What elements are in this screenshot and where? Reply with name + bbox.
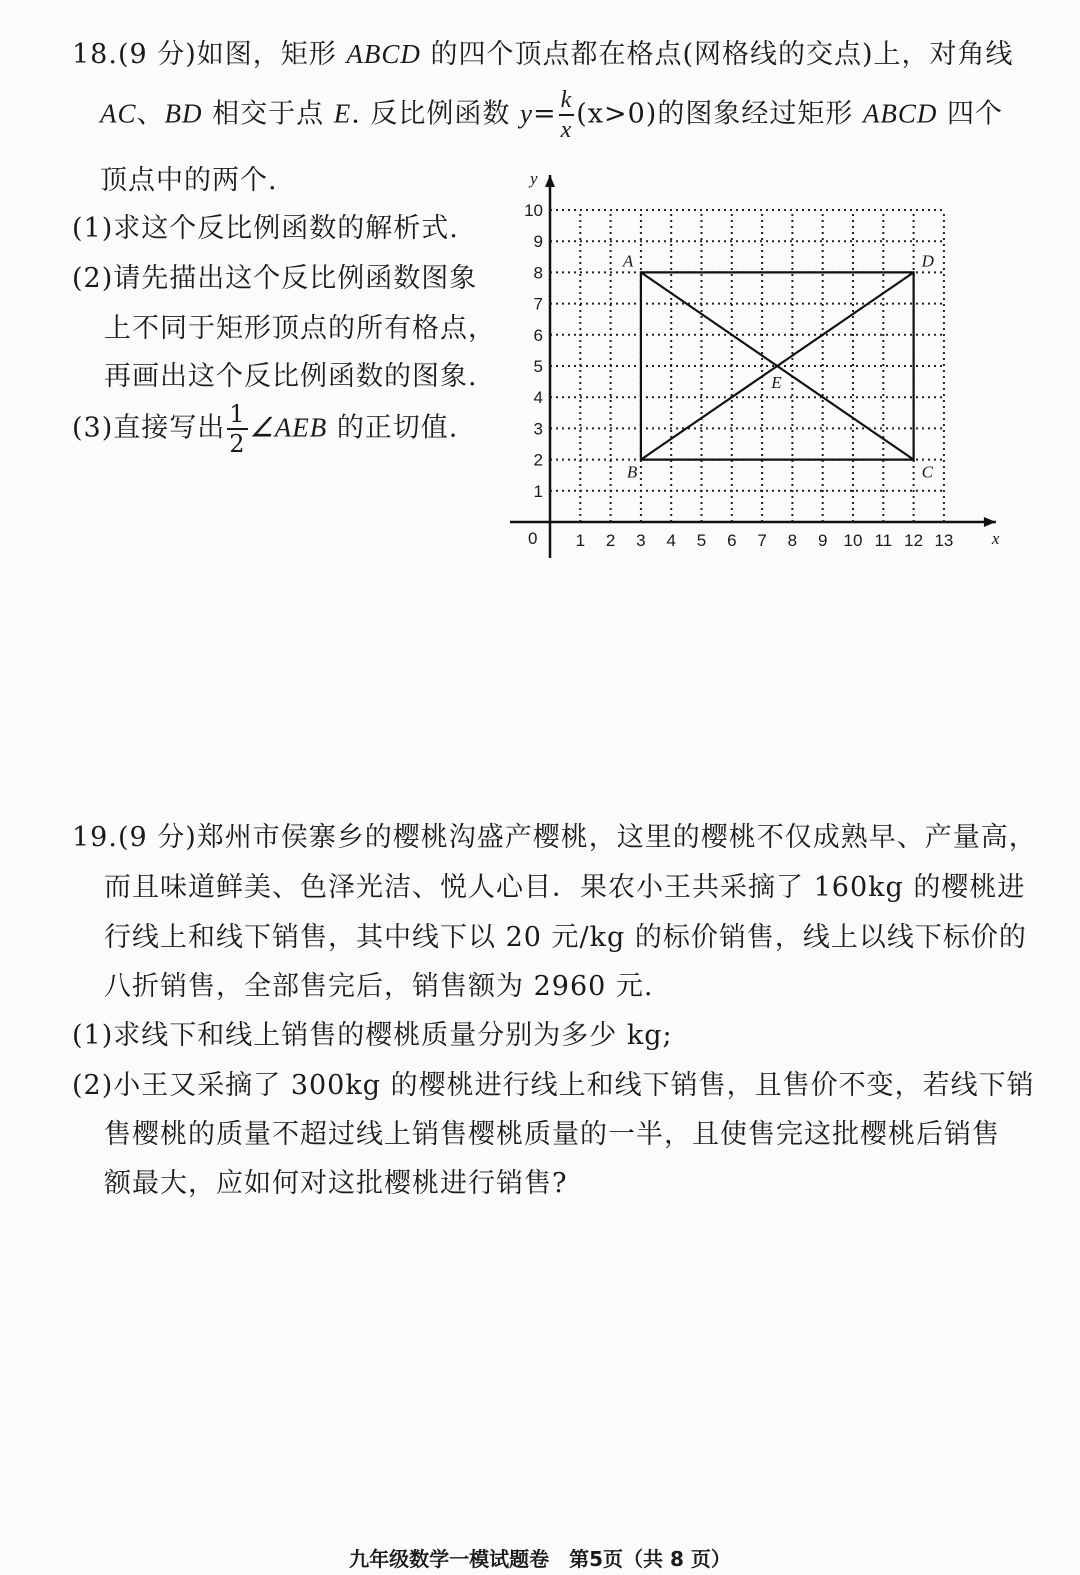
q18-line1 (72, 32, 1014, 71)
point-label-e: E (771, 373, 782, 392)
q18-angle: ∠AEB (249, 412, 328, 443)
point-label-a: A (622, 251, 634, 271)
q18-head: 18.(9 分)如图，矩形 (72, 39, 337, 70)
x-tick-label: 9 (817, 531, 828, 550)
y-tick-label: 1 (533, 481, 543, 501)
x-tick-label: 8 (787, 531, 798, 550)
q18-line2 (100, 88, 1003, 142)
q19-line4: 八折销售，全部售完后，销售额为 2960 元. (104, 971, 654, 1002)
x-tick-label: 7 (757, 531, 767, 550)
q18-text-c: . 反比例函数 (351, 98, 511, 130)
q18-domain: (x>0) (576, 98, 658, 130)
q18-frac-den: x (560, 117, 573, 143)
q19-line2: 而且味道鲜美、色泽光洁、悦人心目．果农小王共采摘了 160kg 的樱桃进 (104, 872, 1026, 903)
point-label-d: D (921, 251, 934, 271)
q19-line3: 行线上和线下销售，其中线下以 20 元/kg 的标价销售，线上以线下标价的 (104, 922, 1027, 953)
q19-sub1: (1)求线下和线上销售的樱桃质量分别为多少 kg; (72, 1020, 673, 1051)
x-tick-label: 6 (727, 531, 737, 550)
y-tick-label: 5 (533, 357, 543, 376)
y-axis-label: y (530, 169, 538, 188)
x-tick-label: 10 (843, 531, 863, 550)
x-tick-label: 5 (696, 531, 707, 550)
q18-text-e: 四个 (947, 98, 1004, 130)
q18-fraction (559, 88, 575, 142)
q18-half (227, 402, 247, 456)
q18-sub2-line3: 再画出这个反比例函数的图象. (104, 361, 478, 392)
q18-half-num: 1 (229, 400, 246, 428)
x-tick-label: 12 (904, 531, 924, 550)
q18-sub1: (1)求这个反比例函数的解析式. (72, 213, 459, 244)
y-tick-label: 7 (533, 294, 543, 314)
y-tick-label: 2 (533, 450, 543, 470)
q18-ac: AC (100, 98, 137, 129)
q18-rect-name: ABCD (346, 39, 421, 69)
x-tick-label: 2 (605, 531, 616, 550)
q18-eq: = (532, 98, 557, 130)
q18-half-den: 2 (229, 430, 246, 458)
x-tick-label: 3 (636, 531, 646, 550)
q18-sep: 、 (136, 98, 165, 130)
q18-func-y: y (519, 98, 533, 129)
y-tick-label: 8 (533, 263, 543, 283)
q18-frac-num: k (559, 88, 575, 116)
point-label-c: C (921, 462, 933, 482)
q18-sub3 (72, 402, 458, 456)
q19-sub2-line2: 售樱桃的质量不超过线上销售樱桃质量的一半，且使售完这批樱桃后销售 (104, 1119, 1000, 1150)
q18-sub3-a: (3)直接写出 (72, 412, 226, 444)
q18-point-e: E (333, 98, 352, 129)
q18-text-b: 相交于点 (212, 98, 325, 130)
q18-line3: 顶点中的两个. (100, 165, 278, 196)
x-axis-label: x (991, 529, 1000, 548)
page-footer: 九年级数学一模试题卷 第5页（共 8 页） (349, 1547, 731, 1571)
q18-sub2-line1: (2)请先描出这个反比例函数图象 (72, 263, 478, 294)
q19-sub2-line3: 额最大，应如何对这批樱桃进行销售? (104, 1168, 568, 1199)
q18-bd: BD (164, 98, 203, 129)
x-tick-label: 11 (874, 531, 893, 550)
x-tick-label: 13 (934, 531, 954, 550)
x-tick-label: 4 (666, 531, 676, 550)
q19-line1: 19.(9 分)郑州市侯寨乡的樱桃沟盛产樱桃，这里的樱桃不仅成熟早、产量高， (72, 822, 1037, 853)
y-tick-label: 4 (533, 388, 543, 408)
x-tick-label: 1 (575, 531, 586, 550)
q18-sub3-b: 的正切值. (336, 412, 459, 444)
q18-rect-name-2: ABCD (862, 98, 938, 129)
q18-sub2-line2: 上不同于矩形顶点的所有格点， (104, 313, 496, 344)
point-label-b: B (626, 462, 638, 482)
y-tick-label: 9 (533, 232, 543, 252)
x-axis-arrow (984, 517, 996, 527)
y-tick-label: 3 (533, 419, 543, 439)
q19-sub2-line1: (2)小王又采摘了 300kg 的樱桃进行线上和线下销售，且售价不变，若线下销 (72, 1070, 1035, 1101)
q18-text-a: 的四个顶点都在格点(网格线的交点)上，对角线 (430, 39, 1014, 70)
y-tick-label: 10 (524, 201, 543, 220)
y-tick-label: 6 (533, 325, 543, 345)
q18-text-d: 的图象经过矩形 (657, 98, 854, 130)
y-axis-arrow (545, 175, 555, 187)
origin-label: 0 (528, 529, 538, 548)
coordinate-grid-figure (500, 160, 1020, 560)
